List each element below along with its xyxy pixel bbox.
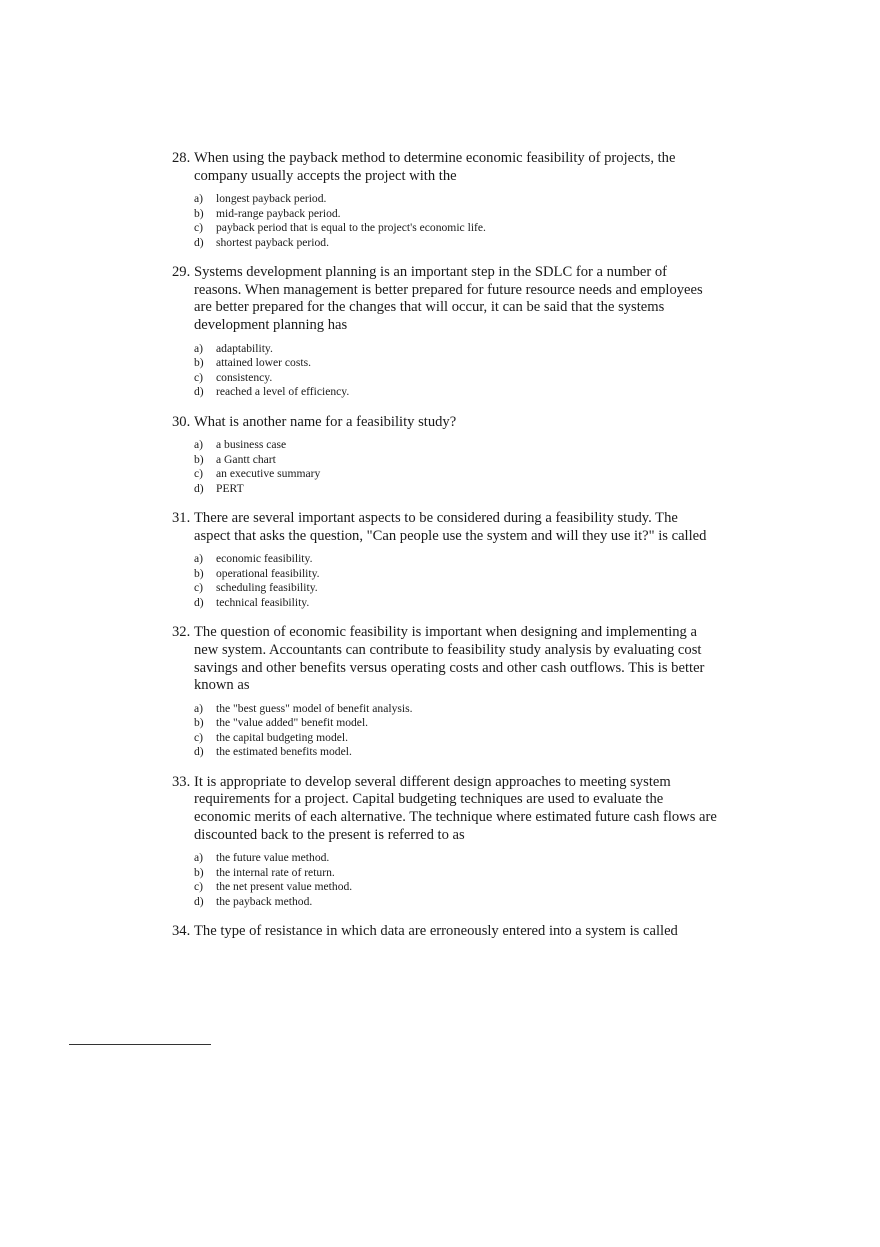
- option-letter: a): [194, 851, 204, 865]
- option-text: a Gantt chart: [216, 452, 276, 466]
- option-letter: c): [194, 467, 204, 481]
- answer-option: [194, 581, 717, 596]
- question-stem: [172, 774, 717, 844]
- answer-option: [194, 880, 717, 895]
- answer-option: [194, 567, 717, 582]
- option-letter: d): [194, 385, 204, 399]
- answer-option: [194, 866, 717, 881]
- option-text: PERT: [216, 481, 244, 495]
- answer-option: [194, 716, 717, 731]
- option-text: technical feasibility.: [216, 595, 310, 609]
- question-text: There are several important aspects to be considered during a feasibility study. The aspect that asks the question, "Can people use the system and will they use it?" is called: [194, 510, 707, 544]
- answer-option: [194, 371, 717, 386]
- question-stem: [172, 150, 717, 185]
- answer-option: [194, 385, 717, 400]
- option-text: the estimated benefits model.: [216, 745, 352, 759]
- question-stem: [172, 624, 717, 694]
- option-letter: c): [194, 880, 204, 894]
- question-text: It is appropriate to develop several different design approaches to meeting system requirements for a project. Capital budgeting techniques are used to evaluate the economic merits of each alternative. The technique where estimated future cash flows are discounted back to the present is referred to as: [194, 773, 717, 843]
- option-text: economic feasibility.: [216, 552, 313, 566]
- option-text: mid-range payback period.: [216, 206, 341, 220]
- answer-option: [194, 356, 717, 371]
- option-text: operational feasibility.: [216, 566, 320, 580]
- answer-option: [194, 342, 717, 357]
- question-item: [172, 624, 717, 759]
- option-text: the internal rate of return.: [216, 865, 335, 879]
- option-letter: c): [194, 221, 204, 235]
- question-item: [172, 923, 717, 941]
- question-number: 32.: [172, 624, 191, 641]
- answer-option: [194, 236, 717, 251]
- question-stem: [172, 414, 717, 432]
- option-text: shortest payback period.: [216, 235, 330, 249]
- option-text: the capital budgeting model.: [216, 730, 349, 744]
- footnote-separator: [69, 1044, 211, 1045]
- option-letter: c): [194, 370, 204, 384]
- option-letter: a): [194, 192, 204, 206]
- option-text: longest payback period.: [216, 192, 327, 206]
- answer-options: [172, 438, 717, 496]
- option-text: reached a level of efficiency.: [216, 385, 350, 399]
- question-stem: [172, 264, 717, 334]
- question-item: [172, 510, 717, 610]
- option-letter: a): [194, 438, 204, 452]
- answer-option: [194, 851, 717, 866]
- option-letter: d): [194, 595, 204, 609]
- option-letter: d): [194, 481, 204, 495]
- answer-option: [194, 192, 717, 207]
- option-letter: b): [194, 356, 204, 370]
- option-text: payback period that is equal to the project's economic life.: [216, 221, 486, 235]
- option-letter: c): [194, 730, 204, 744]
- option-text: the net present value method.: [216, 880, 353, 894]
- question-text: The question of economic feasibility is important when designing and implementing a new system. Accountants can contribute to feasibility study analysis by evaluating cost savings and other benefits versus operating costs and other cash outflows. This is better known as: [194, 624, 705, 694]
- option-letter: b): [194, 452, 204, 466]
- question-item: [172, 150, 717, 250]
- option-letter: a): [194, 701, 204, 715]
- answer-options: [172, 342, 717, 400]
- option-letter: a): [194, 552, 204, 566]
- question-number: 34.: [172, 923, 191, 940]
- answer-options: [172, 851, 717, 909]
- option-text: the payback method.: [216, 894, 313, 908]
- option-letter: c): [194, 581, 204, 595]
- option-letter: d): [194, 894, 204, 908]
- question-text: The type of resistance in which data are erroneously entered into a system is called: [194, 923, 678, 940]
- option-letter: a): [194, 341, 204, 355]
- question-item: [172, 264, 717, 399]
- question-number: 30.: [172, 413, 191, 430]
- question-number: 31.: [172, 510, 191, 527]
- question-text: When using the payback method to determine economic feasibility of projects, the company usually accepts the project with the: [194, 150, 676, 184]
- answer-option: [194, 482, 717, 497]
- answer-option: [194, 467, 717, 482]
- answer-option: [194, 731, 717, 746]
- option-letter: b): [194, 566, 204, 580]
- question-list: [172, 150, 717, 955]
- answer-options: [172, 552, 717, 610]
- option-text: the future value method.: [216, 851, 330, 865]
- answer-option: [194, 453, 717, 468]
- option-text: the "value added" benefit model.: [216, 716, 369, 730]
- answer-option: [194, 438, 717, 453]
- option-text: a business case: [216, 438, 287, 452]
- question-item: [172, 414, 717, 497]
- answer-options: [172, 702, 717, 760]
- option-text: adaptability.: [216, 341, 273, 355]
- question-number: 29.: [172, 264, 191, 281]
- question-text: What is another name for a feasibility study?: [194, 413, 457, 430]
- option-letter: d): [194, 745, 204, 759]
- answer-option: [194, 552, 717, 567]
- option-text: the "best guess" model of benefit analysis.: [216, 701, 413, 715]
- option-letter: d): [194, 235, 204, 249]
- option-text: attained lower costs.: [216, 356, 311, 370]
- answer-option: [194, 221, 717, 236]
- question-item: [172, 774, 717, 909]
- option-text: an executive summary: [216, 467, 321, 481]
- question-text: Systems development planning is an important step in the SDLC for a number of reasons. When management is better prepared for future resource needs and employees are better prepared for the changes that will occur, it can be said that the systems development planning has: [194, 264, 703, 333]
- answer-option: [194, 596, 717, 611]
- answer-options: [172, 192, 717, 250]
- question-stem: [172, 510, 717, 545]
- question-number: 33.: [172, 773, 191, 790]
- option-letter: b): [194, 206, 204, 220]
- question-number: 28.: [172, 150, 191, 166]
- option-text: scheduling feasibility.: [216, 581, 318, 595]
- option-letter: b): [194, 716, 204, 730]
- question-stem: [172, 923, 717, 941]
- option-text: consistency.: [216, 370, 273, 384]
- answer-option: [194, 745, 717, 760]
- answer-option: [194, 895, 717, 910]
- answer-option: [194, 702, 717, 717]
- answer-option: [194, 207, 717, 222]
- option-letter: b): [194, 865, 204, 879]
